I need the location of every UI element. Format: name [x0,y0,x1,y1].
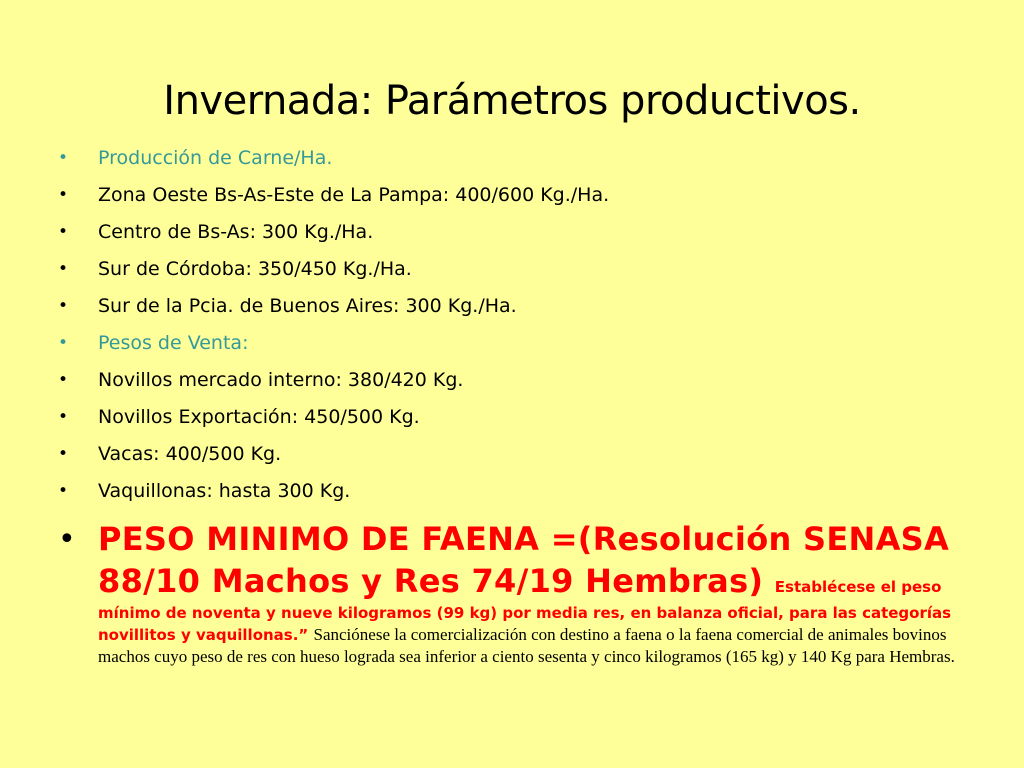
bullet-item-novillos-exportacion [58,400,978,437]
bullet-icon: • [58,259,69,279]
resolution-quote: Establécese el peso mínimo de noventa y nueve kilogramos (99 kg) por media res, en balanza oficial, para las categorías novillitos y vaquillonas.” [98,578,952,644]
bullet-text: Zona Oeste Bs-As-Este de La Pampa: 400/600 Kg./Ha. [98,184,610,206]
slide-title: Invernada: Parámetros productivos. [163,78,861,124]
bullet-item-centro [58,215,978,252]
bullet-icon: • [58,296,69,316]
bullet-item-novillos-interno [58,363,978,400]
bullet-icon: • [58,333,69,353]
bullet-icon: • [58,370,69,390]
bullet-text: Pesos de Venta: [98,332,249,354]
bullet-list [58,141,978,511]
bullet-item-vacas [58,437,978,474]
bullet-item-pesos-heading [58,326,978,363]
bullet-text: Vacas: 400/500 Kg. [98,443,282,465]
sanction-note: Sanciónese la comercialización con destino a faena o la faena comercial de animales bovinos machos cuyo peso de res con hueso lograda sea inferior a ciento sesenta y cinco kilogramos (165 kg) y 140 Kg para Hembras. [98,625,955,666]
bullet-icon: • [58,481,69,501]
bullet-text: Centro de Bs-As: 300 Kg./Ha. [98,221,374,243]
bullet-icon: • [58,222,69,242]
bullet-text: Sur de Córdoba: 350/450 Kg./Ha. [98,258,412,280]
peso-minimo-text [98,518,968,668]
bullet-text: Vaquillonas: hasta 300 Kg. [98,480,351,502]
bullet-item-sur-cordoba [58,252,978,289]
bullet-icon: • [58,148,69,168]
bullet-icon: • [58,522,76,557]
bullet-text: Producción de Carne/Ha. [98,147,333,169]
bullet-text: Sur de la Pcia. de Buenos Aires: 300 Kg./Ha. [98,295,517,317]
bullet-item-sur-pcia [58,289,978,326]
bullet-icon: • [58,185,69,205]
peso-minimo-bullet [58,518,968,668]
peso-minimo-title: PESO MINIMO DE FAENA =(Resolución SENASA 88/10 Machos y Res 74/19 Hembras) [98,520,950,600]
bullet-icon: • [58,407,69,427]
bullet-item-zona-oeste [58,178,978,215]
bullet-icon: • [58,444,69,464]
bullet-text: Novillos Exportación: 450/500 Kg. [98,406,420,428]
bullet-text: Novillos mercado interno: 380/420 Kg. [98,369,464,391]
bullet-item-produccion-heading [58,141,978,178]
bullet-item-vaquillonas [58,474,978,511]
